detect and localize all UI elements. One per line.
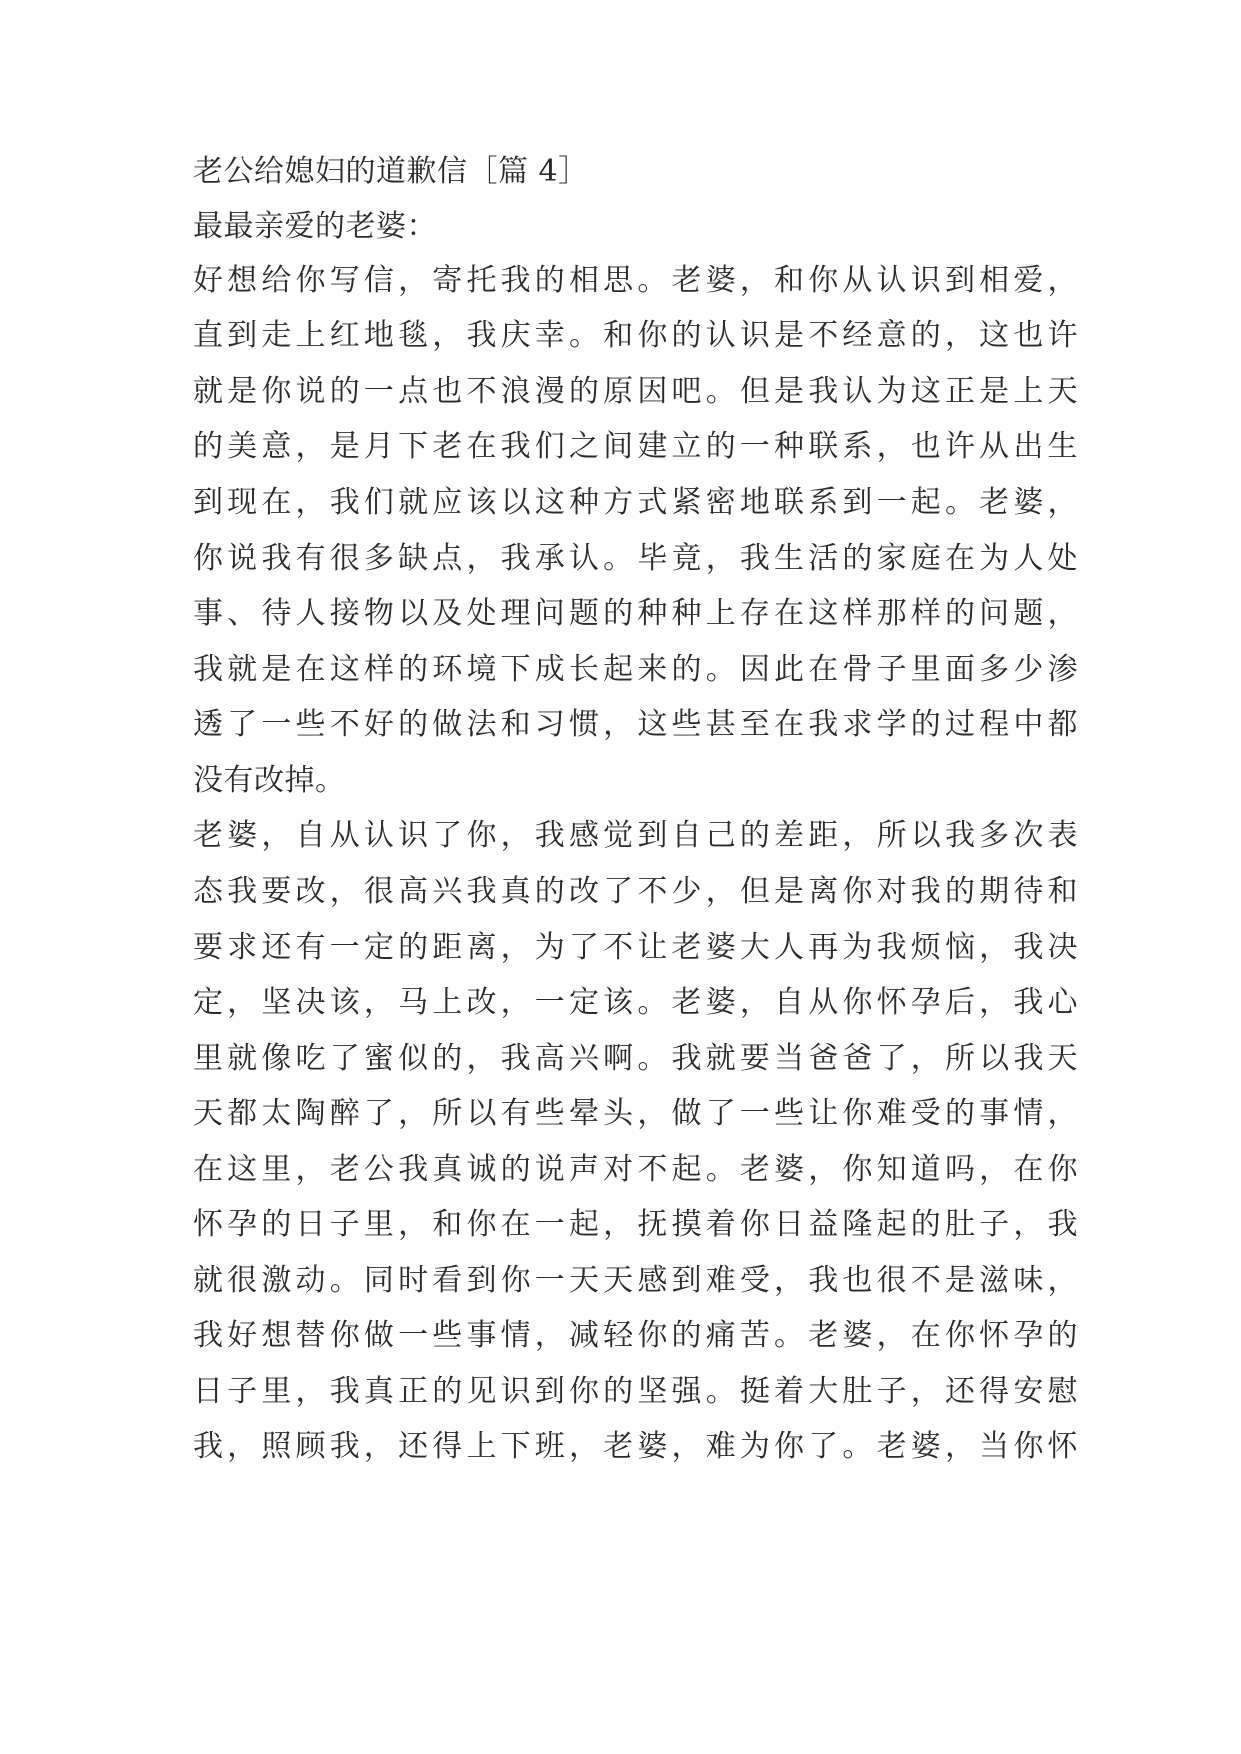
body-line: 在这里，老公我真诚的说声对不起。老婆，你知道吗，在你 <box>193 1152 1078 1187</box>
body-line: 直到走上红地毯，我庆幸。和你的认识是不经意的，这也许 <box>193 318 1078 353</box>
body-line: 我就是在这样的环境下成长起来的。因此在骨子里面多少渗 <box>193 652 1078 687</box>
body-line: 你说我有很多缺点，我承认。毕竟，我生活的家庭在为人处 <box>193 541 1078 576</box>
body-line: 我好想替你做一些事情，减轻你的痛苦。老婆，在你怀孕的 <box>193 1318 1078 1353</box>
body-line: 到现在，我们就应该以这种方式紧密地联系到一起。老婆， <box>193 485 1078 520</box>
document-title: 老公给媳妇的道歉信［篇 4］ <box>193 154 589 189</box>
body-line: 就是你说的一点也不浪漫的原因吧。但是我认为这正是上天 <box>193 374 1078 409</box>
body-line: 就很激动。同时看到你一天天感到难受，我也很不是滋味， <box>193 1263 1078 1298</box>
body-line: 好想给你写信，寄托我的相思。老婆，和你从认识到相爱， <box>193 263 1078 298</box>
body-line: 怀孕的日子里，和你在一起，抚摸着你日益隆起的肚子，我 <box>193 1207 1078 1242</box>
body-line: 要求还有一定的距离，为了不让老婆大人再为我烦恼，我决 <box>193 930 1078 965</box>
greeting: 最最亲爱的老婆： <box>193 209 437 244</box>
body-line: 事、待人接物以及处理问题的种种上存在这样那样的问题， <box>193 596 1078 631</box>
body-line: 态我要改，很高兴我真的改了不少，但是离你对我的期待和 <box>193 874 1078 909</box>
body-line: 日子里，我真正的见识到你的坚强。挺着大肚子，还得安慰 <box>193 1374 1078 1409</box>
body-line: 的美意，是月下老在我们之间建立的一种联系，也许从出生 <box>193 429 1078 464</box>
body-line: 里就像吃了蜜似的，我高兴啊。我就要当爸爸了，所以我天 <box>193 1041 1078 1076</box>
body-line: 我，照顾我，还得上下班，老婆，难为你了。老婆，当你怀 <box>193 1429 1078 1464</box>
body-line: 老婆，自从认识了你，我感觉到自己的差距，所以我多次表 <box>193 818 1078 853</box>
body-line: 透了一些不好的做法和习惯，这些甚至在我求学的过程中都 <box>193 707 1078 742</box>
body-line: 定，坚决该，马上改，一定该。老婆，自从你怀孕后，我心 <box>193 985 1078 1020</box>
body-line: 天都太陶醉了，所以有些晕头，做了一些让你难受的事情， <box>193 1096 1078 1131</box>
body-line: 没有改掉。 <box>193 763 346 798</box>
